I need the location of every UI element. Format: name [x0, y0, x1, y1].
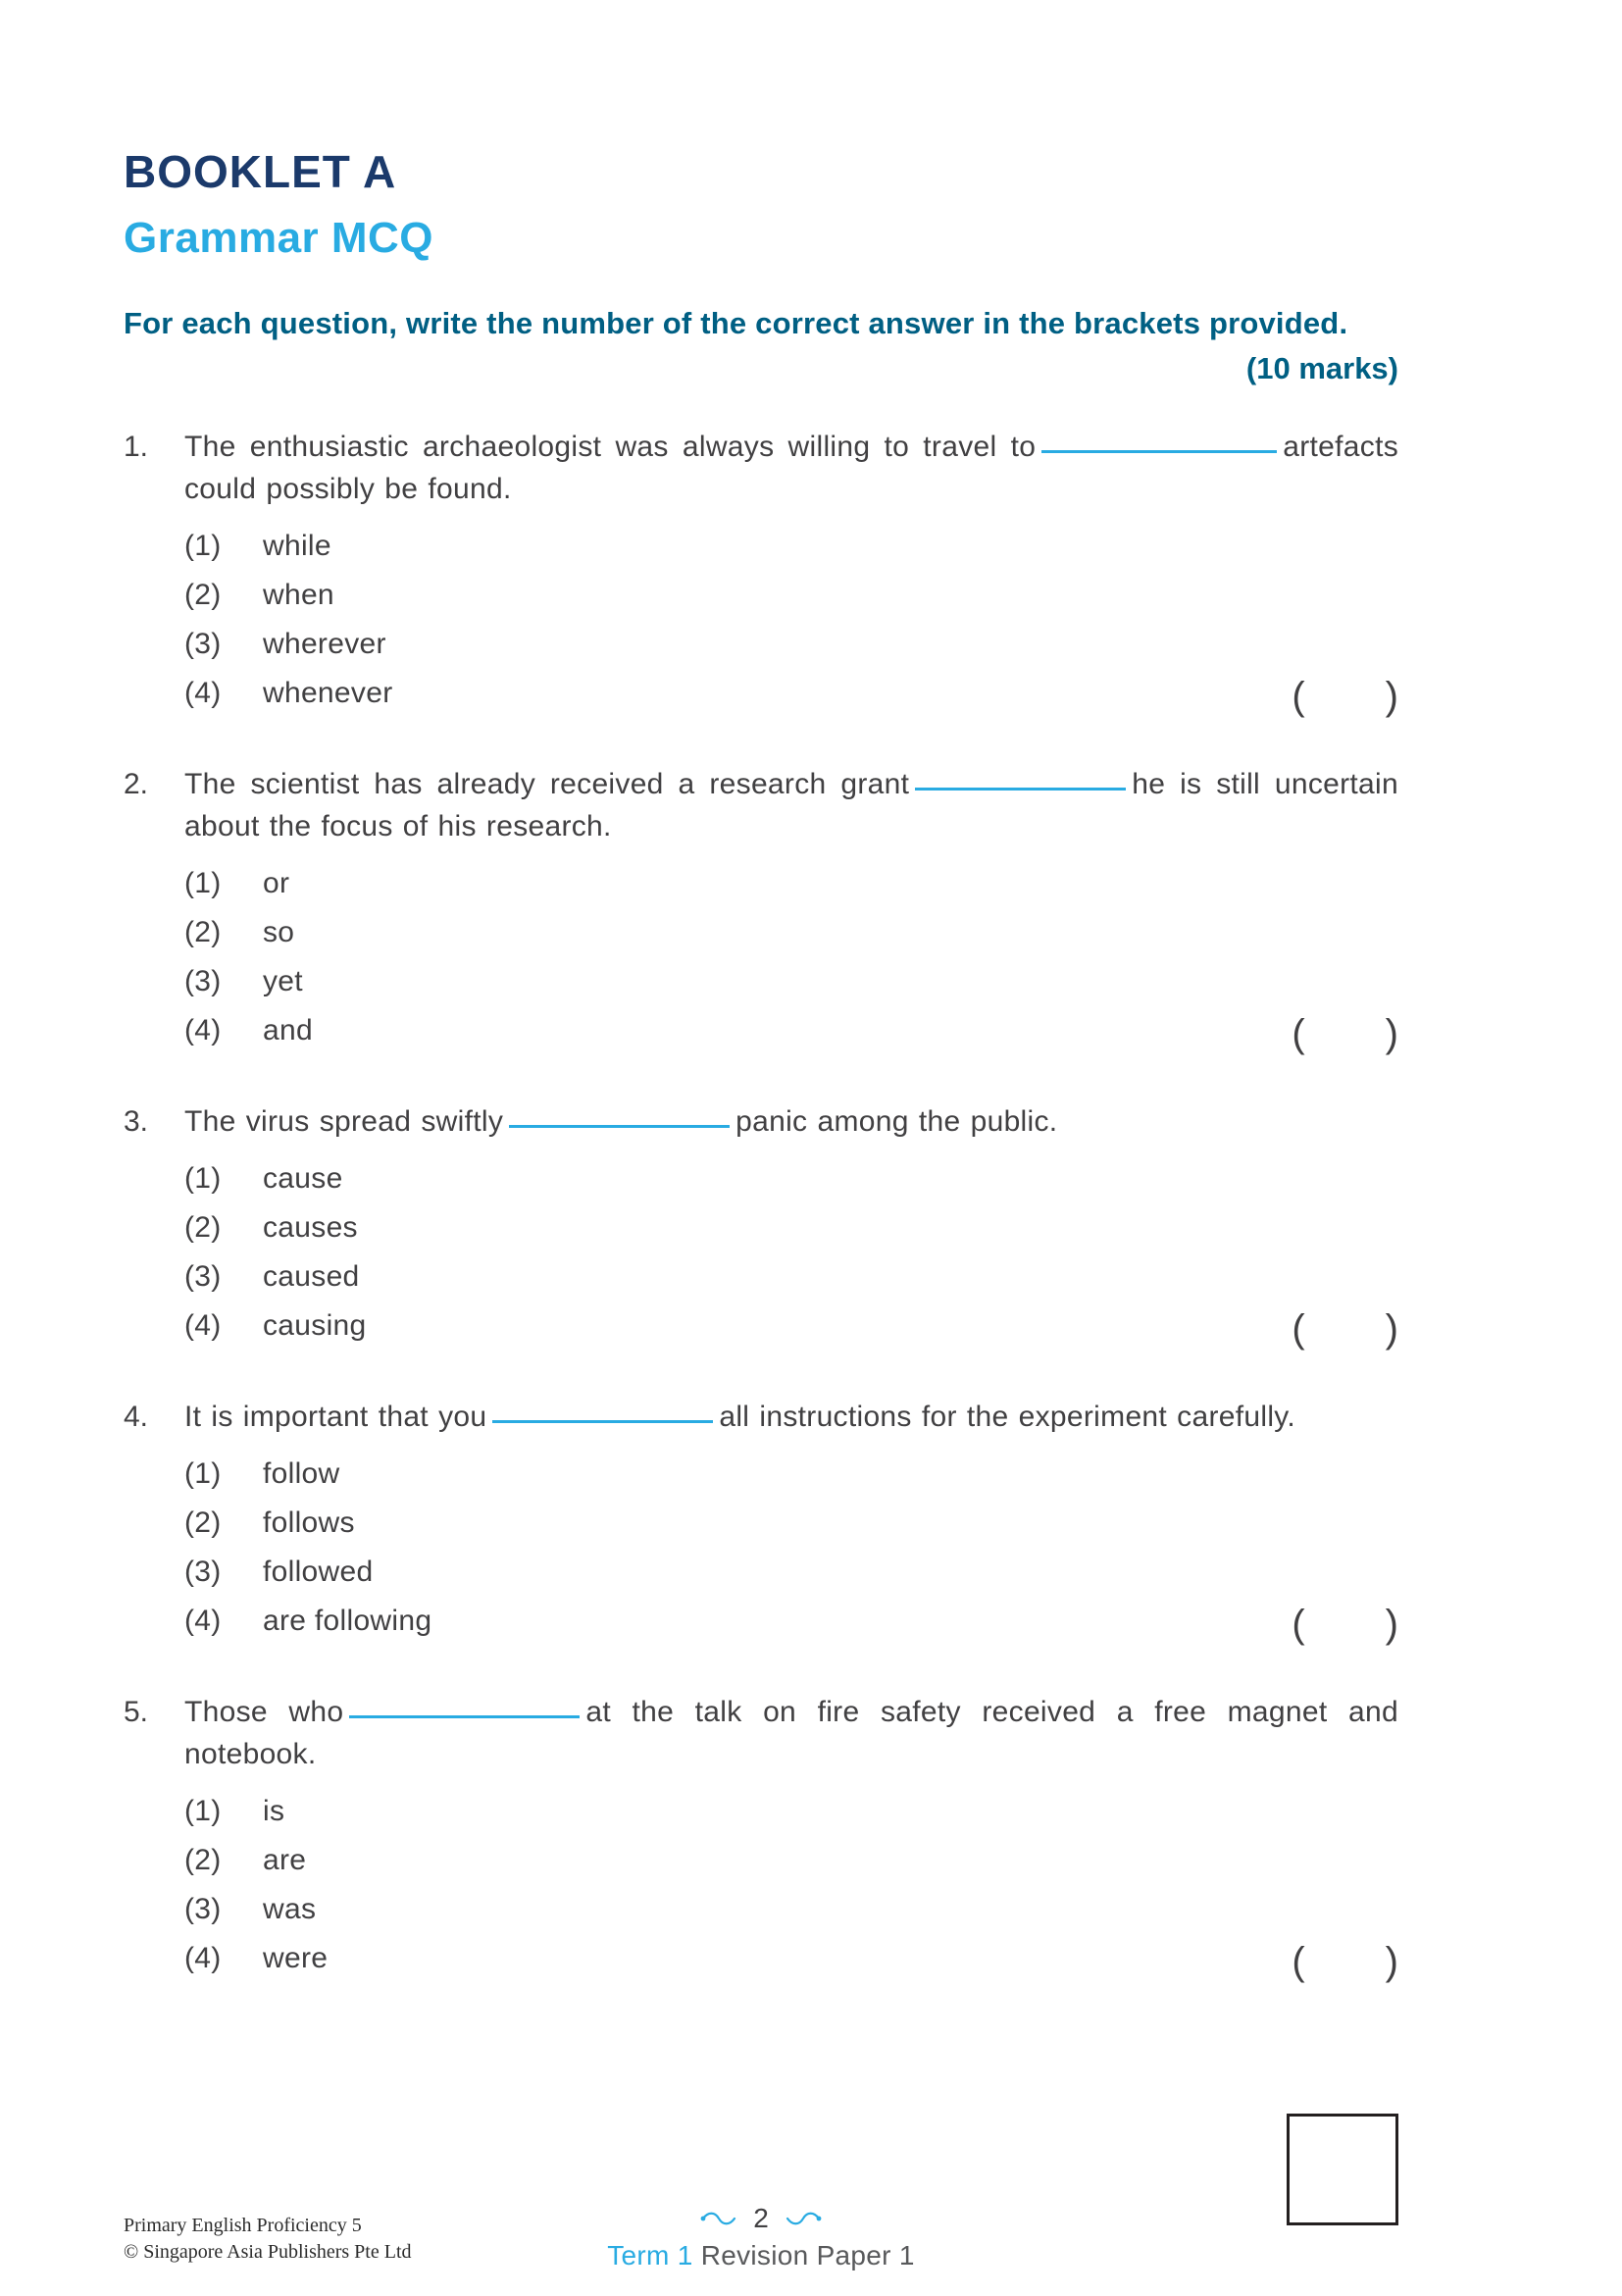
booklet-title: BOOKLET A [124, 146, 397, 197]
question-text [184, 1100, 1398, 1143]
option-label: followed [263, 1556, 374, 1588]
option-number: (3) [184, 1893, 222, 1925]
question-body [184, 1691, 1398, 1983]
footer-series: Primary English Proficiency 5 [124, 2215, 362, 2236]
option-number: (1) [184, 530, 222, 562]
page-number-row [124, 2203, 1398, 2234]
option-label: are following [263, 1605, 432, 1637]
option-label: was [263, 1893, 317, 1925]
answer-blank [349, 1713, 580, 1718]
answer-brackets [1292, 1309, 1398, 1349]
bracket-open: ( [1292, 675, 1305, 718]
option-label: or [263, 867, 290, 899]
question-text-after: he is still uncertain about the focus of his research. [184, 768, 1398, 842]
question [124, 1100, 1398, 1351]
option-label: were [263, 1942, 329, 1974]
answer-brackets [1292, 1014, 1398, 1053]
option-row [184, 1797, 1398, 1826]
flourish-icon [785, 2211, 822, 2226]
option-row [184, 1164, 1398, 1194]
option-label: so [263, 916, 295, 948]
option-row [184, 1459, 1398, 1489]
question-text [184, 763, 1398, 847]
option-row [184, 1311, 1398, 1341]
page-content [124, 145, 1398, 2028]
question-text-before: It is important that you [184, 1401, 487, 1433]
option-row [184, 967, 1398, 996]
option-number: (2) [184, 1844, 222, 1876]
option-row [184, 679, 1398, 708]
option-number: (1) [184, 1162, 222, 1195]
question-text-after: at the talk on fire safety received a free magnet and notebook. [184, 1696, 1398, 1770]
option-row [184, 1016, 1398, 1046]
marks-label: (10 marks) [1245, 351, 1398, 385]
option-label: are [263, 1844, 307, 1876]
option-number: (1) [184, 1795, 222, 1827]
flourish-icon [700, 2211, 737, 2226]
question-text-after: artefacts could possibly be found. [184, 431, 1398, 505]
bracket-close: ) [1385, 1307, 1398, 1351]
option-number: (2) [184, 1506, 222, 1539]
options-list [184, 867, 1398, 1055]
option-row [184, 1944, 1398, 1973]
question-body [184, 1100, 1398, 1351]
bracket-open: ( [1292, 1307, 1305, 1351]
option-number: (4) [184, 677, 222, 709]
footer-paper-name: Revision Paper 1 [700, 2240, 915, 2270]
options-list [184, 1795, 1398, 1983]
question-body [184, 1396, 1398, 1646]
score-box [1287, 2114, 1398, 2225]
question-text-before: The enthusiastic archaeologist was always willing to travel to [184, 431, 1037, 463]
bracket-close: ) [1385, 675, 1398, 718]
footer-term: Term 1 [607, 2240, 693, 2270]
question [124, 763, 1398, 1055]
question-text [184, 426, 1398, 510]
options-list [184, 1162, 1398, 1351]
option-number: (2) [184, 579, 222, 611]
option-number: (3) [184, 1556, 222, 1588]
option-label: wherever [263, 628, 386, 660]
bracket-close: ) [1385, 1940, 1398, 1983]
option-number: (4) [184, 1014, 222, 1046]
option-row [184, 1846, 1398, 1875]
bracket-close: ) [1385, 1012, 1398, 1055]
option-number: (1) [184, 867, 222, 899]
question-number: 5. [124, 1696, 149, 1728]
option-number: (2) [184, 916, 222, 948]
option-label: causing [263, 1309, 367, 1342]
option-row [184, 532, 1398, 561]
footer-copyright: © Singapore Asia Publishers Pte Ltd [124, 2241, 412, 2263]
bracket-open: ( [1292, 1940, 1305, 1983]
question-text-after: all instructions for the experiment carefully. [719, 1401, 1295, 1433]
option-row [184, 630, 1398, 659]
footer-center [124, 2203, 1398, 2271]
bracket-open: ( [1292, 1603, 1305, 1646]
answer-brackets [1292, 677, 1398, 716]
option-label: follows [263, 1506, 355, 1539]
option-label: caused [263, 1260, 360, 1293]
question-body [184, 763, 1398, 1055]
option-row [184, 1262, 1398, 1292]
option-label: follow [263, 1457, 340, 1490]
answer-brackets [1292, 1605, 1398, 1644]
answer-brackets [1292, 1942, 1398, 1981]
question-body [184, 426, 1398, 718]
answer-blank [1041, 448, 1277, 453]
answer-blank [915, 786, 1126, 791]
option-number: (4) [184, 1942, 222, 1974]
question-text-before: The scientist has already received a research grant [184, 768, 910, 800]
question-number: 2. [124, 768, 149, 800]
option-label: while [263, 530, 331, 562]
question-text [184, 1691, 1398, 1775]
option-row [184, 918, 1398, 947]
option-row [184, 1607, 1398, 1636]
option-row [184, 1895, 1398, 1924]
questions-list [124, 426, 1398, 1983]
option-label: and [263, 1014, 313, 1046]
options-list [184, 1457, 1398, 1646]
question-number: 1. [124, 431, 149, 463]
question-number: 3. [124, 1105, 149, 1138]
option-row [184, 1557, 1398, 1587]
bracket-open: ( [1292, 1012, 1305, 1055]
option-label: cause [263, 1162, 343, 1195]
instructions-text: For each question, write the number of the correct answer in the brackets provided. [124, 306, 1348, 340]
question-text-before: The virus spread swiftly [184, 1105, 504, 1138]
option-label: yet [263, 965, 303, 997]
bracket-close: ) [1385, 1603, 1398, 1646]
option-number: (3) [184, 1260, 222, 1293]
option-number: (1) [184, 1457, 222, 1490]
option-number: (4) [184, 1309, 222, 1342]
option-label: when [263, 579, 334, 611]
option-label: causes [263, 1211, 358, 1244]
options-list [184, 530, 1398, 718]
question [124, 1691, 1398, 1983]
question-number: 4. [124, 1401, 149, 1433]
question [124, 1396, 1398, 1646]
question-text-after: panic among the public. [735, 1105, 1058, 1138]
answer-blank [509, 1123, 730, 1128]
option-row [184, 581, 1398, 610]
section-title: Grammar MCQ [124, 214, 434, 262]
question [124, 426, 1398, 718]
option-label: is [263, 1795, 285, 1827]
option-label: whenever [263, 677, 393, 709]
option-row [184, 1508, 1398, 1538]
answer-blank [492, 1418, 713, 1423]
footer-paper-title [124, 2240, 1398, 2271]
option-row [184, 869, 1398, 898]
option-number: (3) [184, 628, 222, 660]
question-text [184, 1396, 1398, 1438]
option-number: (2) [184, 1211, 222, 1244]
option-number: (3) [184, 965, 222, 997]
option-row [184, 1213, 1398, 1243]
question-text-before: Those who [184, 1696, 344, 1728]
option-number: (4) [184, 1605, 222, 1637]
page-number: 2 [753, 2203, 769, 2233]
